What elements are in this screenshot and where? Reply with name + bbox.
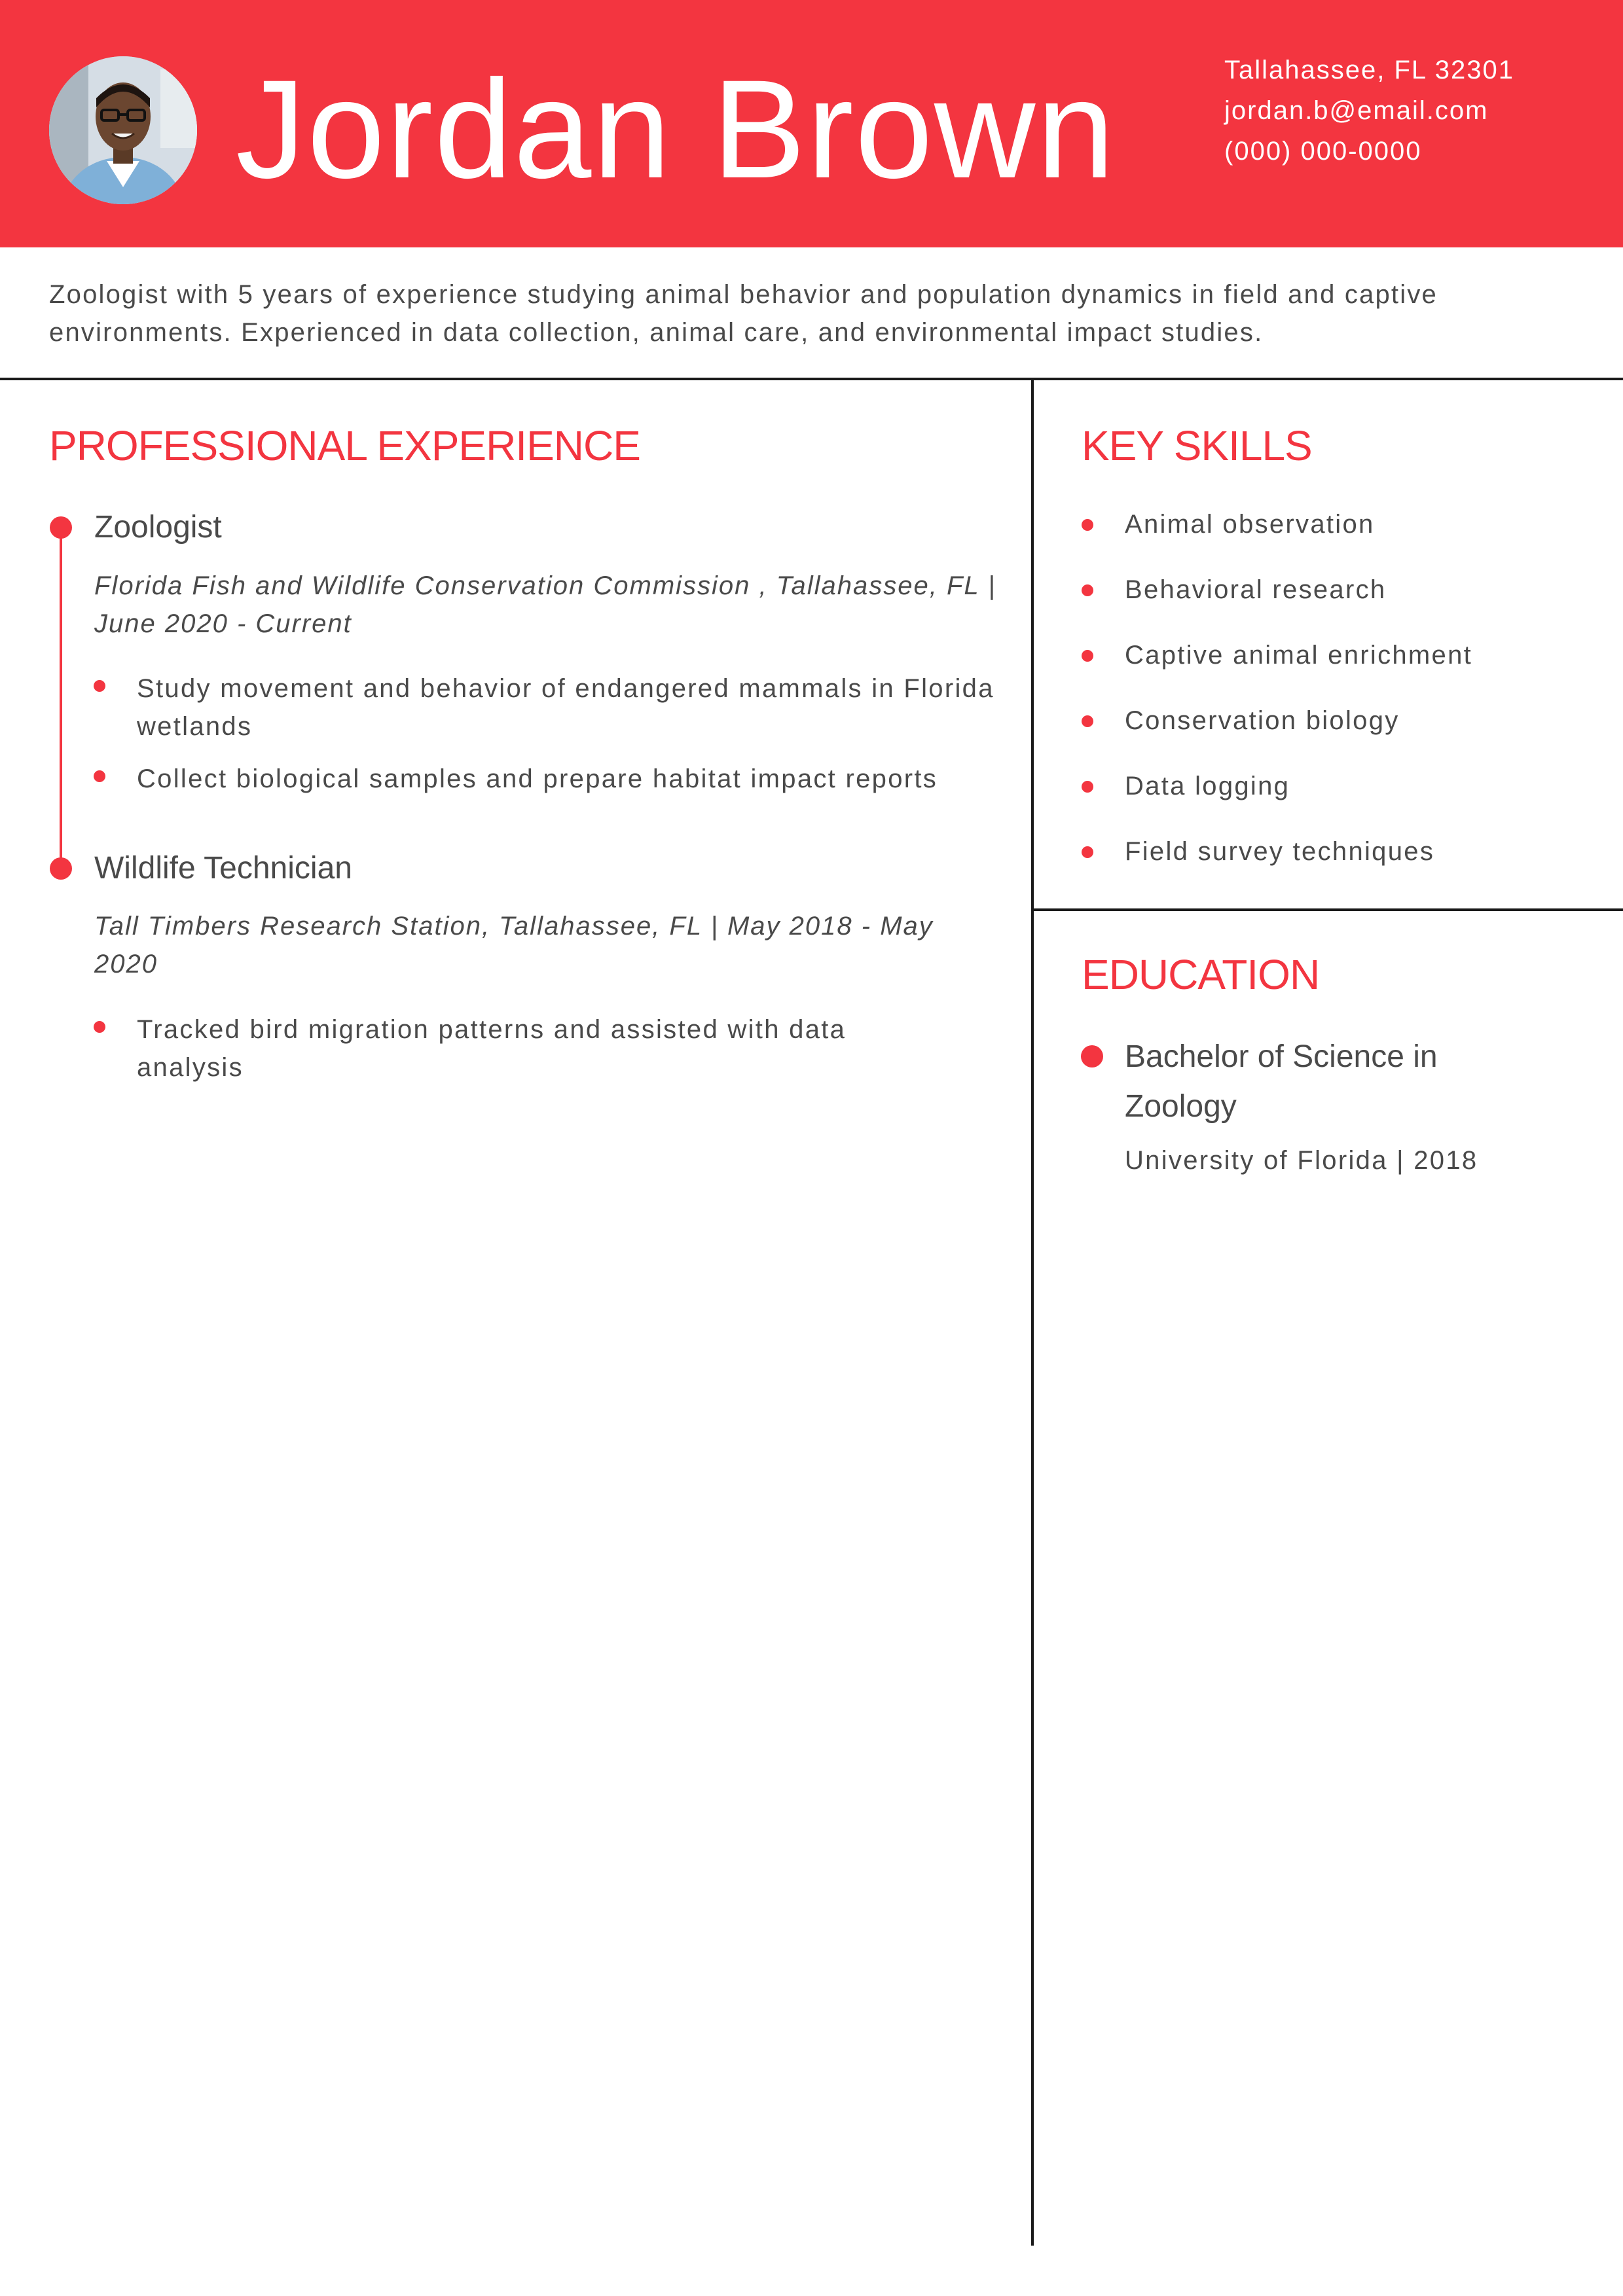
bullet-dot [1082, 584, 1093, 596]
job-bullet: Tracked bird migration patterns and assisted with data analysis [137, 1015, 847, 1082]
skill-item: Conservation biology [1125, 706, 1400, 735]
job-bullet: Collect biological samples and prepare habitat impact reports [137, 764, 938, 793]
job-title: Zoologist [94, 510, 222, 545]
job-title: Wildlife Technician [94, 851, 352, 886]
bullet-dot [1082, 650, 1093, 662]
bullet-dot [1082, 781, 1093, 793]
contact-location: Tallahassee, FL 32301 [1224, 56, 1515, 84]
skill-item: Animal observation [1125, 510, 1375, 539]
skills-heading: KEY SKILLS [1082, 422, 1312, 469]
header-banner [0, 0, 1623, 247]
column-divider [1031, 379, 1034, 2246]
skills-education-divider [1032, 908, 1623, 911]
bullet-dot [94, 1021, 105, 1033]
bullet-dot [1082, 846, 1093, 858]
degree-name: Bachelor of Science in Zoology [1125, 1039, 1438, 1124]
experience-heading: PROFESSIONAL EXPERIENCE [49, 422, 640, 469]
candidate-name: Jordan Brown [236, 51, 1116, 207]
bullet-dot [1082, 519, 1093, 531]
contact-info [1224, 52, 1514, 174]
experience-timeline [60, 528, 62, 868]
skill-item: Behavioral research [1125, 575, 1387, 604]
timeline-dot [50, 857, 72, 880]
contact-email[interactable]: jordan.b@email.com [1224, 96, 1489, 125]
profile-photo [49, 56, 197, 204]
bullet-dot [94, 770, 105, 782]
school-and-year: University of Florida | 2018 [1125, 1146, 1478, 1175]
timeline-dot [50, 516, 72, 539]
summary-divider [0, 378, 1623, 380]
skill-item: Data logging [1125, 772, 1290, 800]
job-company-dates: Tall Timbers Research Station, Tallahassee, FL | May 2018 - May 2020 [94, 912, 934, 978]
skill-item: Captive animal enrichment [1125, 641, 1473, 670]
job-company-dates: Florida Fish and Wildlife Conservation Commission , Tallahassee, FL | June 2020 - Current [94, 571, 996, 638]
education-dot [1081, 1045, 1103, 1067]
contact-phone: (000) 000-0000 [1224, 137, 1422, 166]
bullet-dot [94, 680, 105, 692]
bullet-dot [1082, 715, 1093, 727]
skill-item: Field survey techniques [1125, 837, 1435, 866]
professional-summary: Zoologist with 5 years of experience studying animal behavior and population dynamics in field and captive environments. Experienced in data collection, animal care, and environmental impact studies. [49, 280, 1438, 347]
person-photo-icon [49, 56, 197, 204]
education-heading: EDUCATION [1082, 951, 1320, 998]
job-bullet: Study movement and behavior of endangered mammals in Florida wetlands [137, 674, 994, 741]
